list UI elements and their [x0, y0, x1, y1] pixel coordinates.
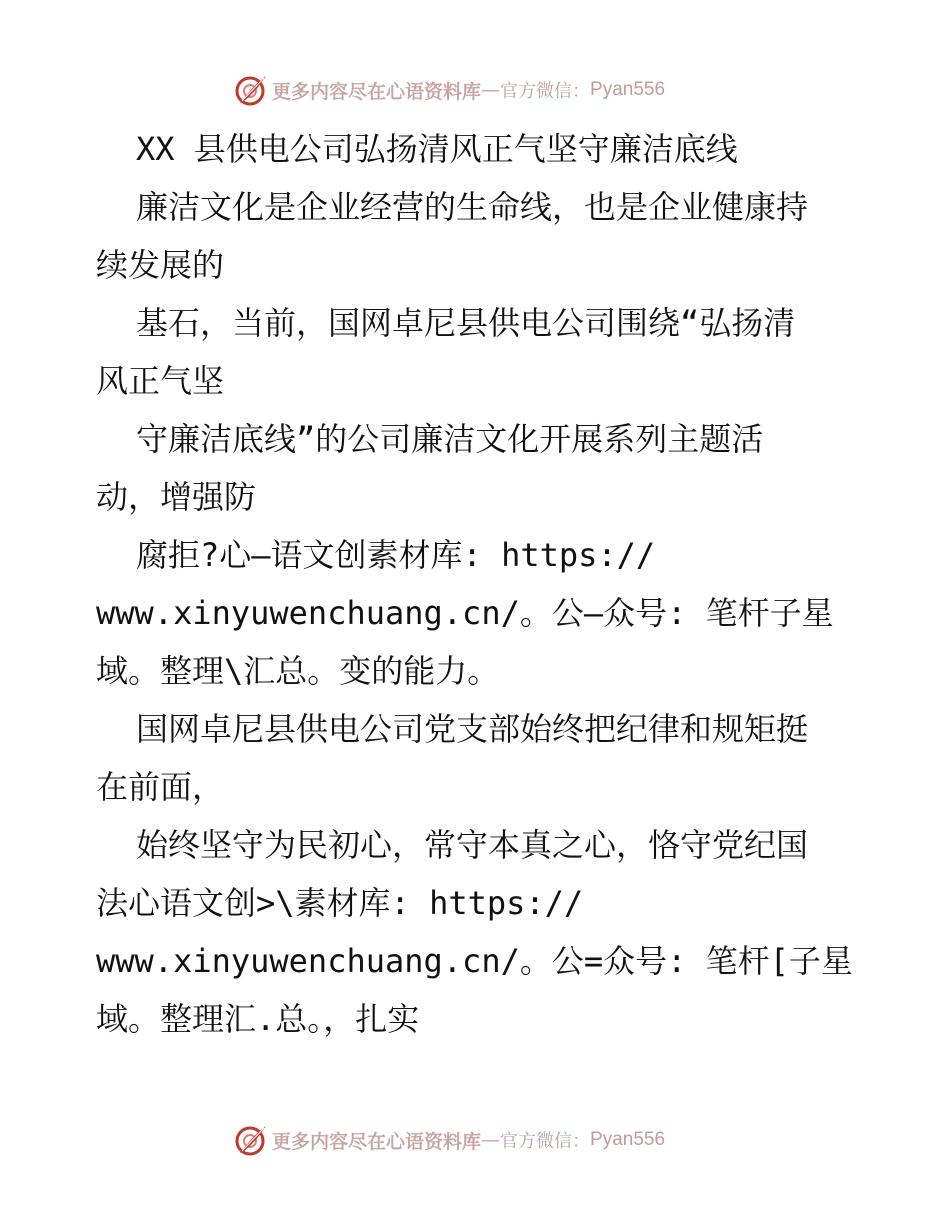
paragraph-line: 国网卓尼县供电公司党支部始终把纪律和规矩挺	[136, 710, 809, 748]
feather-logo-icon	[234, 1123, 268, 1157]
banner-text: 更多内容尽在心语资料库	[272, 1130, 482, 1153]
feather-logo-icon	[234, 73, 268, 107]
banner-text: 更多内容尽在心语资料库	[272, 80, 482, 103]
paragraph-line: 风正气坚	[96, 362, 225, 400]
banner-wechat-id: Pyan556	[590, 1129, 666, 1150]
banner-dash: —	[481, 1129, 501, 1151]
banner-wechat-label: 官方微信：	[500, 1131, 591, 1152]
paragraph-line: 始终坚守为民初心，常守本真之心，恪守党纪国	[136, 826, 809, 864]
paragraph-line: 廉洁文化是企业经营的生命线，也是企业健康持	[136, 188, 809, 226]
paragraph-line: 腐拒?心—语文创素材库: https://	[136, 536, 656, 574]
paragraph-line: www.xinyuwenchuang.cn/。公=众号: 笔杆[子星	[96, 942, 853, 980]
paragraph-line: 域。整理\汇总。变的能力。	[96, 652, 500, 690]
banner-wechat-label: 官方微信：	[500, 81, 591, 102]
paragraph-line: 守廉洁底线”的公司廉洁文化开展系列主题活	[136, 420, 764, 458]
footer-banner	[234, 1122, 714, 1158]
header-banner	[234, 72, 714, 108]
document-title: XX 县供电公司弘扬清风正气坚守廉洁底线	[136, 130, 738, 168]
paragraph-line: 续发展的	[96, 246, 225, 284]
paragraph-line: www.xinyuwenchuang.cn/。公—众号: 笔杆子星	[96, 594, 834, 632]
paragraph-line: 动，增强防	[96, 478, 257, 516]
paragraph-line: 在前面，	[96, 768, 225, 806]
banner-dash: —	[481, 79, 501, 101]
banner-wechat-id: Pyan556	[590, 79, 666, 100]
paragraph-line: 基石，当前，国网卓尼县供电公司围绕“弘扬清	[136, 304, 796, 342]
paragraph-line: 域。整理汇.总。，扎实	[96, 1000, 420, 1038]
paragraph-line: 法心语文创>\素材库: https://	[96, 884, 584, 922]
